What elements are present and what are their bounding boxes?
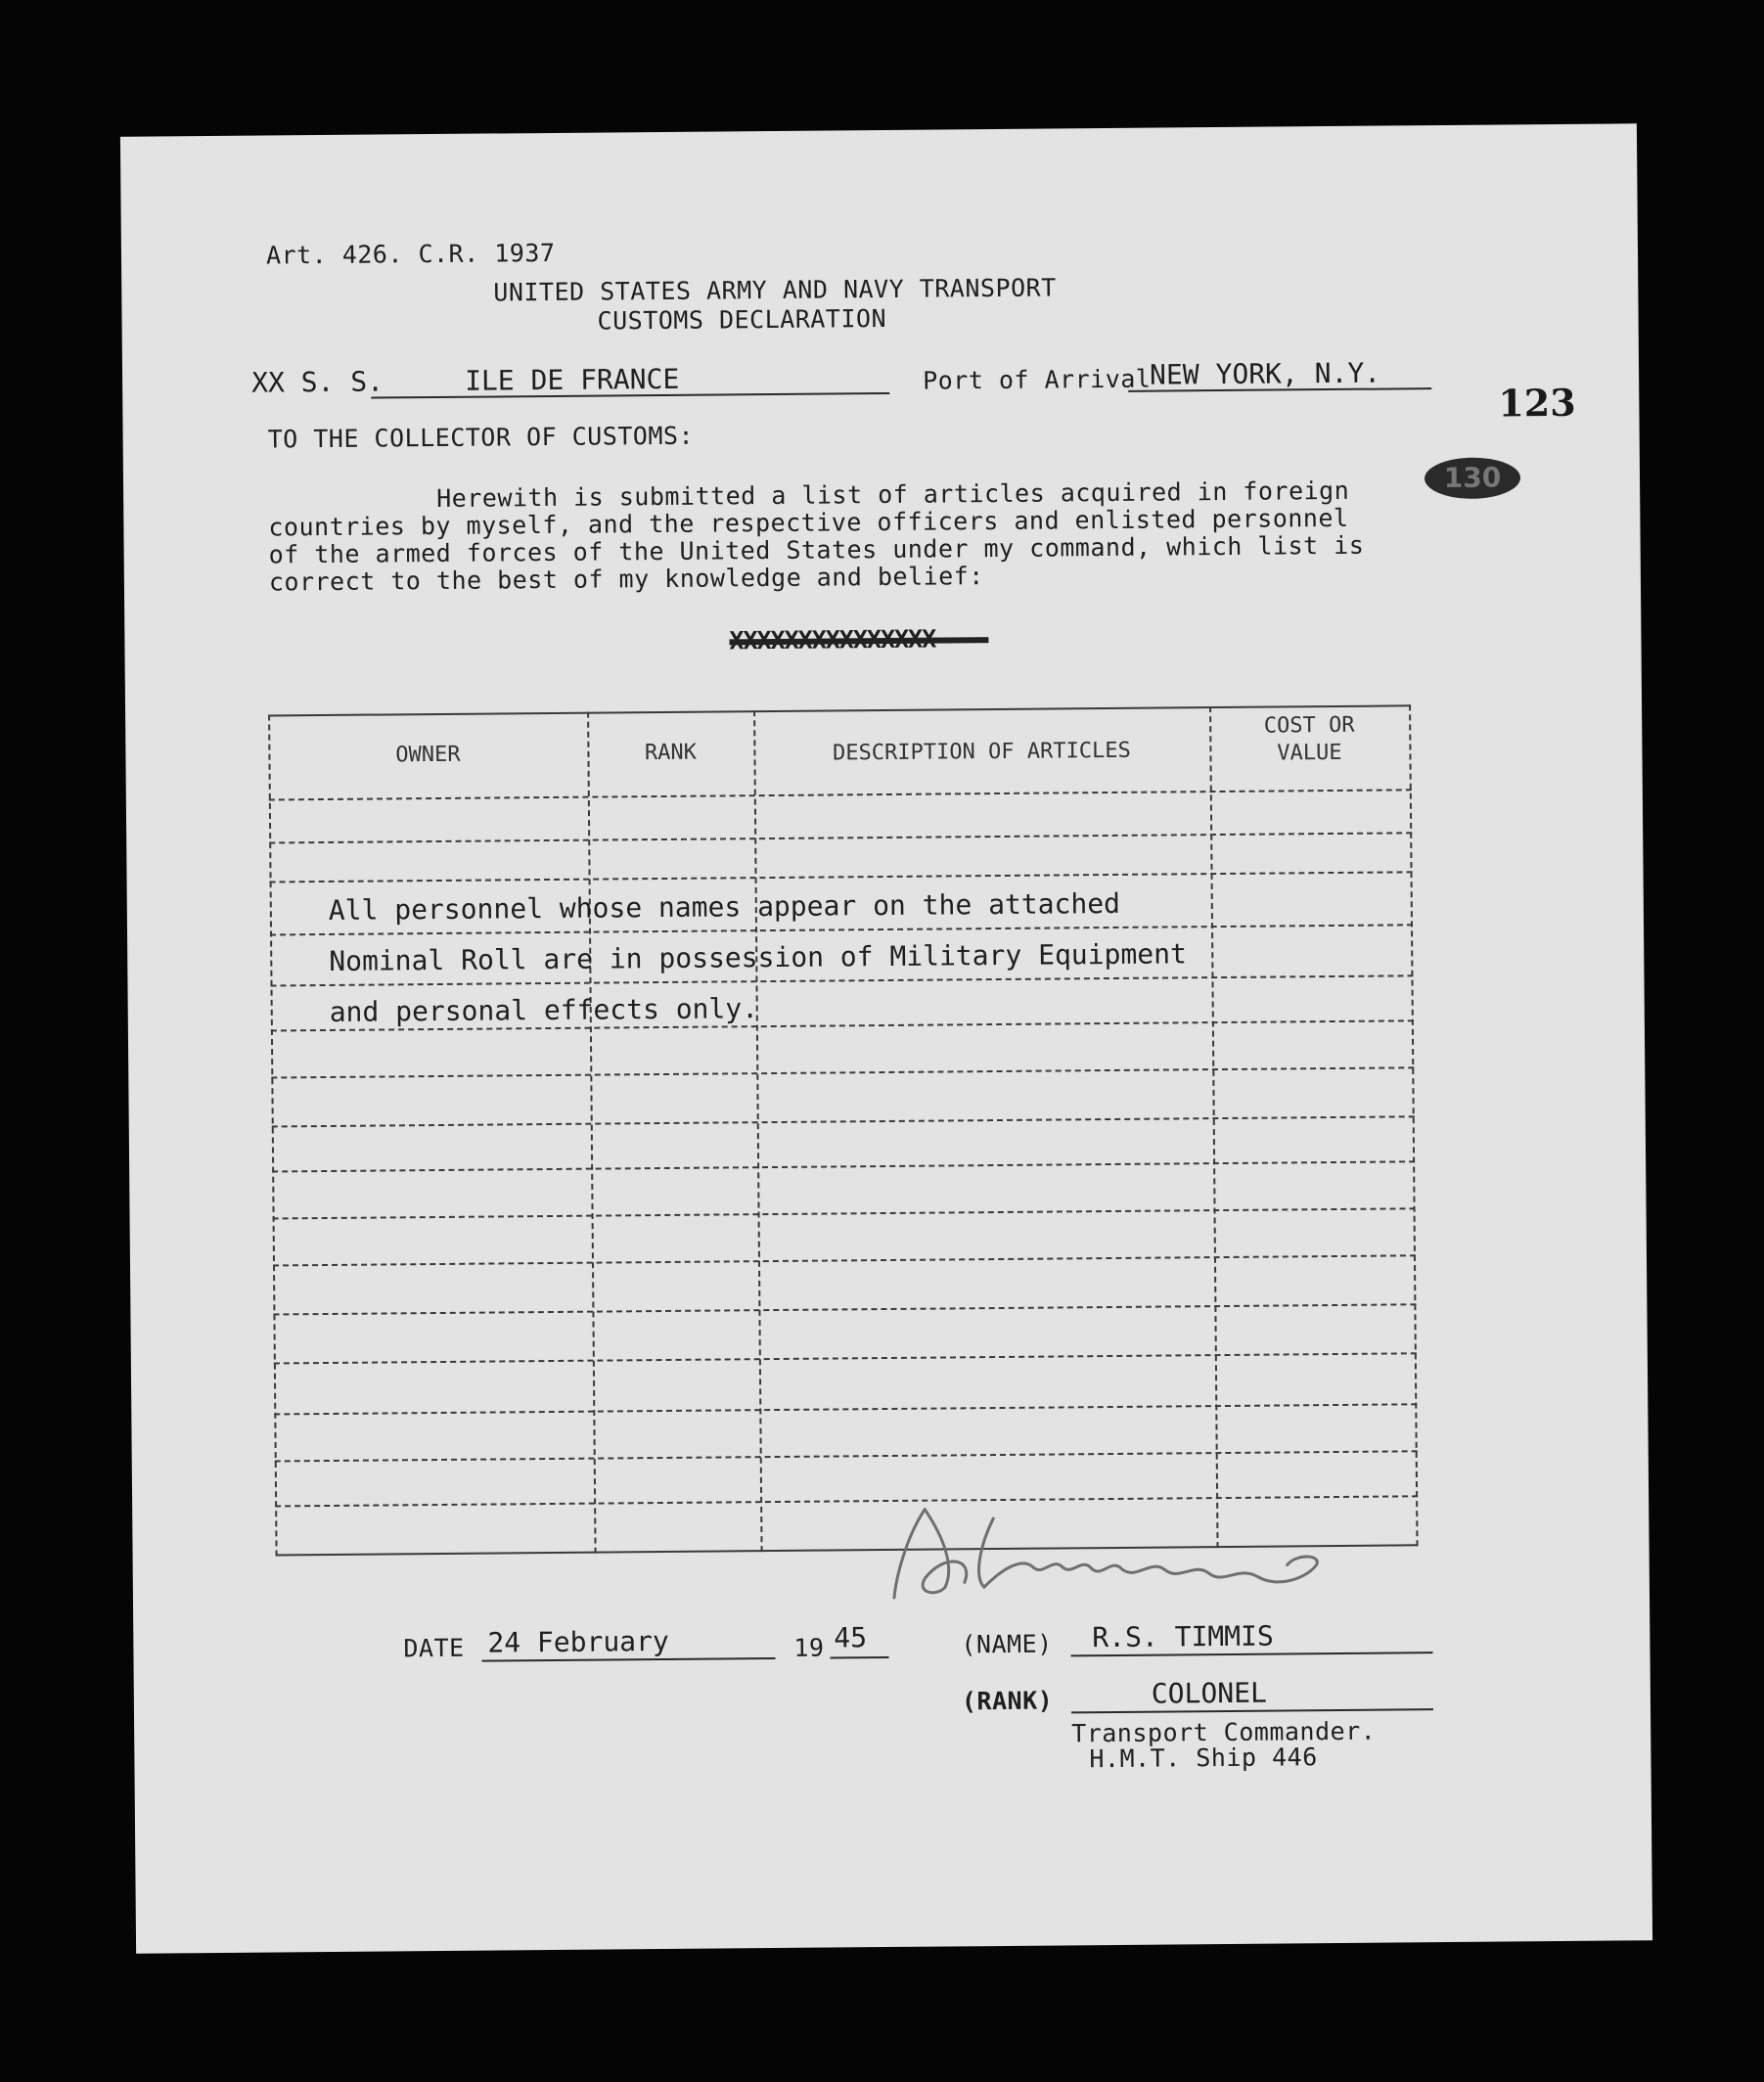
paragraph-line-1: Herewith is submitted a list of articles acquired in foreign [436, 475, 1350, 513]
table-row-line [274, 1403, 1417, 1415]
year-underline [831, 1656, 889, 1659]
table-row-line [273, 1254, 1416, 1266]
year-suffix: 45 [834, 1621, 868, 1654]
document-page [120, 123, 1652, 1953]
table-row-line [273, 1207, 1416, 1219]
ship-prefix: XX S. S. [250, 365, 384, 399]
date-value: 24 February [487, 1624, 669, 1659]
entry-line-2: Nominal Roll are in possession of Military Equipment [329, 937, 1187, 977]
rank-value: COLONEL [1151, 1676, 1268, 1710]
table-row-line [272, 1160, 1415, 1172]
article-reference: Art. 426. C.R. 1937 [265, 238, 556, 270]
cost-header-line1: COST OR [1263, 712, 1355, 739]
table-row-line [269, 832, 1412, 843]
form-title-line1: UNITED STATES ARMY AND NAVY TRANSPORT [493, 273, 1057, 307]
articles-table [268, 704, 1419, 1565]
table-row-line [273, 1303, 1416, 1315]
number-stamp: 130 [1425, 457, 1520, 499]
paragraph-line-2: countries by myself, and the respective officers and enlisted personnel [268, 503, 1349, 542]
table-row-line [270, 974, 1413, 986]
table-row-line [270, 871, 1413, 883]
port-label: Port of Arrival [923, 364, 1152, 395]
signature [885, 1495, 1415, 1607]
paragraph-line-3: of the armed forces of the United States under my command, which list is [268, 530, 1365, 569]
name-label: (NAME) [961, 1629, 1053, 1659]
form-title-line2: CUSTOMS DECLARATION [597, 303, 887, 336]
table-row-line [272, 1115, 1415, 1127]
rank-label: (RANK) [961, 1686, 1054, 1716]
commander-title: Transport Commander. [1071, 1716, 1377, 1748]
entry-line-3: and personal effects only. [329, 992, 759, 1028]
paragraph-line-4: correct to the best of my knowledge and belief: [268, 562, 984, 597]
table-row-line [271, 1066, 1414, 1078]
name-value: R.S. TIMMIS [1092, 1619, 1274, 1654]
ship-designation: H.M.T. Ship 446 [1089, 1743, 1318, 1774]
table-row-line [270, 924, 1413, 935]
date-label: DATE [403, 1633, 465, 1663]
table-right-border [1409, 704, 1419, 1546]
rank-underline [1071, 1708, 1433, 1713]
year-prefix: 19 [793, 1633, 825, 1662]
table-row-line [274, 1352, 1417, 1364]
table-row-line [269, 789, 1412, 800]
owner-header: OWNER [395, 742, 461, 768]
description-header: DESCRIPTION OF ARTICLES [833, 738, 1131, 766]
entry-line-1: All personnel whose names appear on the attached [328, 886, 1121, 927]
rank-header: RANK [644, 740, 698, 766]
addressee: TO THE COLLECTOR OF CUSTOMS: [267, 421, 695, 454]
struck-out-text [729, 626, 988, 656]
cost-header-line2: VALUE [1277, 740, 1342, 766]
page-number: 123 [1498, 380, 1576, 426]
port-value: NEW YORK, N.Y. [1149, 356, 1381, 391]
table-row-line [275, 1450, 1418, 1462]
ship-name: ILE DE FRANCE [464, 362, 680, 397]
